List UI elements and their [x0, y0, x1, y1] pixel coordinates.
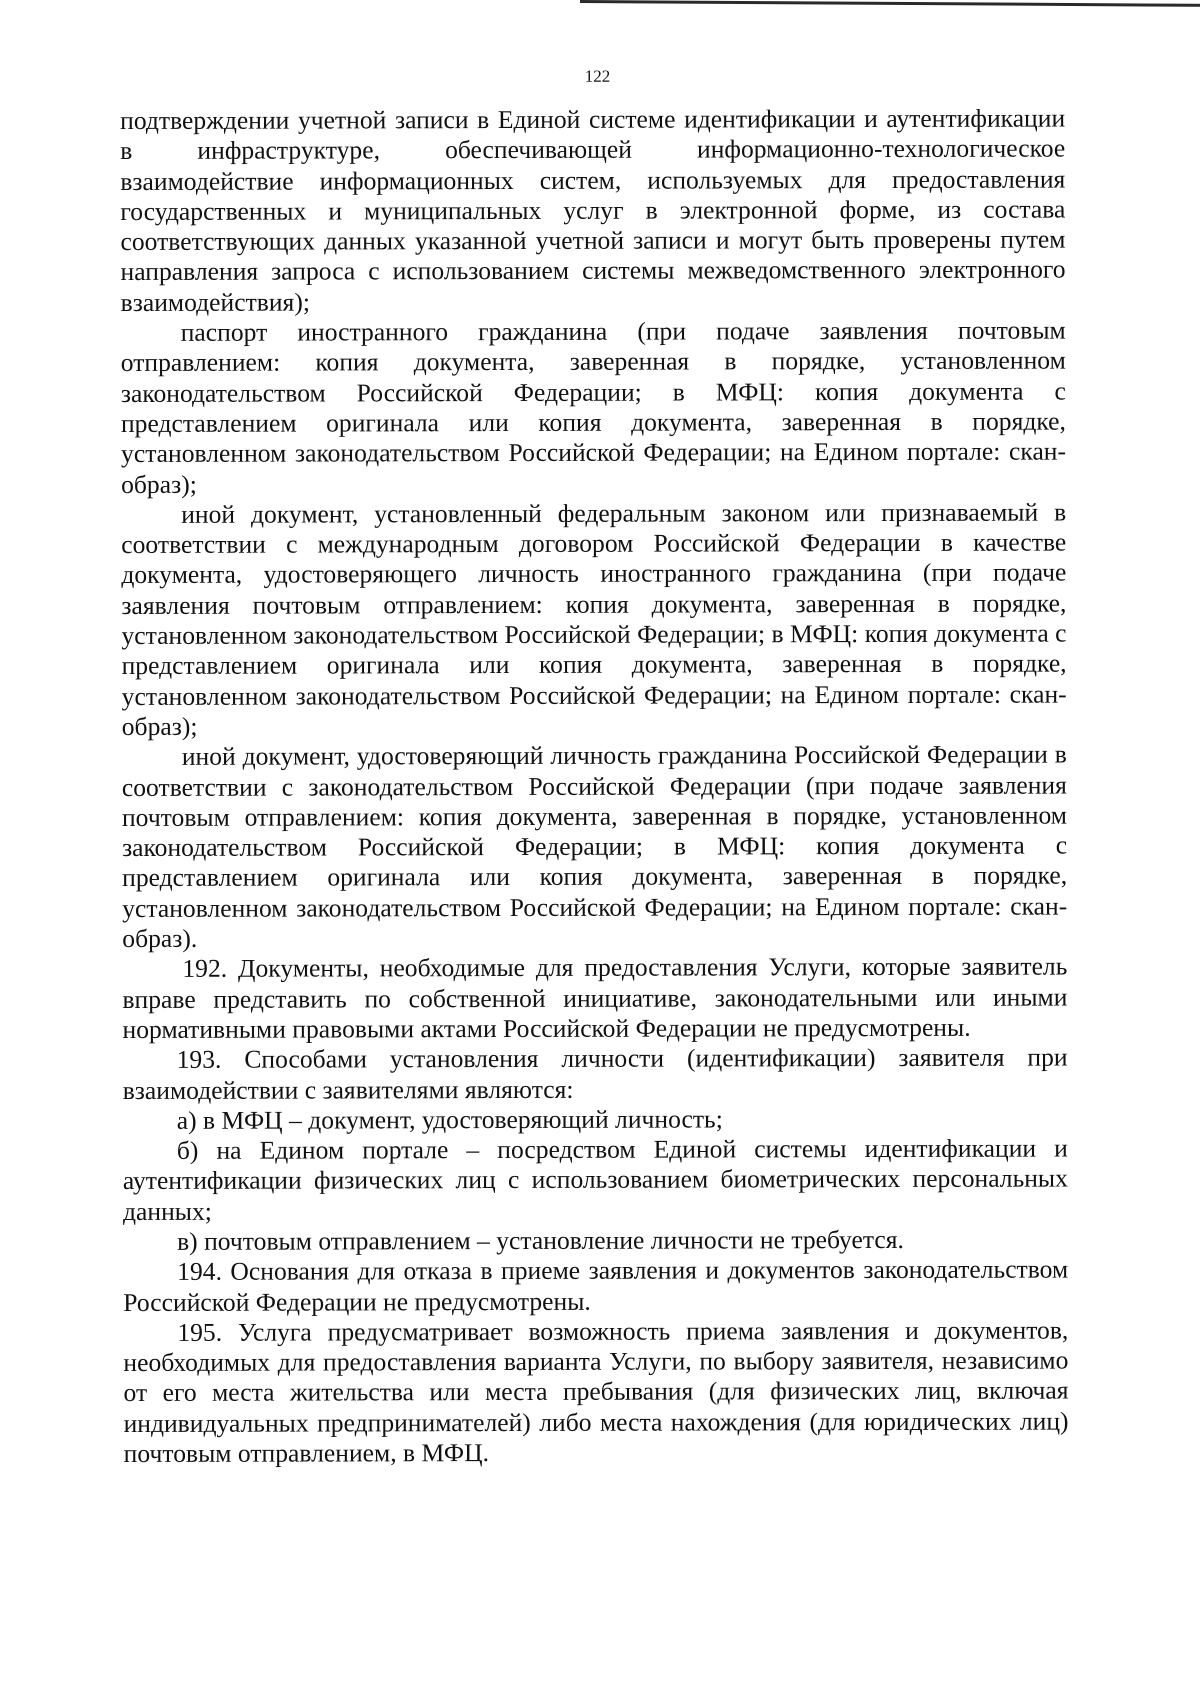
list-item-a: а) в МФЦ – документ, удостоверяющий личность;	[176, 1104, 723, 1135]
paragraph-195: 195. Услуга предусматривает возможность приема заявления и документов, необходимых для предоставления варианта Услуги, по выбору заявителя, независимо от его места жительства или места пребывания (для физических лиц, включая индивидуальных предпринимателей) либо места нахождения (для юридических лиц) почтовым отправлением, в МФЦ.	[123, 1315, 1069, 1469]
paragraph-continuation: подтверждении учетной записи в Единой системе идентификации и аутентификации в инфраструктуре, обеспечивающей информационно-технологическое взаимодействие информационных систем, используемых для предоставления государственных и муниципальных услуг в электронной форме, из состава соответствующих данных указанной учетной записи и могут быть проверены путем направления запроса с использованием системы межведомственного электронного взаимодействия);	[120, 103, 1066, 317]
paragraph-194: 194. Основания для отказа в приеме заявления и документов законодательством Российской Федерации не предусмотрены.	[123, 1254, 1069, 1317]
paragraph-other-document-foreign: иной документ, установленный федеральным законом или признаваемый в соответствии с международным договором Российской Федерации в качестве документа, удостоверяющего личность иностранного гражданина (при подаче заявления почтовым отправлением: копия документа, заверенная в порядке, установленном законодательством Российской Федерации; в МФЦ: копия документа с представлением оригинала или копия документа, заверенная в порядке, установленном законодательством Российской Федерации; на Едином портале: скан-образ);	[121, 497, 1067, 741]
paragraph-193: 193. Способами установления личности (идентификации) заявителя при взаимодействии с заявителями являются:	[122, 1042, 1068, 1105]
paragraph-other-document-citizen: иной документ, удостоверяющий личность гражданина Российской Федерации в соответствии с законодательством Российской Федерации (при подаче заявления почтовым отправлением: копия документа, заверенная в порядке, установленном законодательством Российской Федерации; в МФЦ: копия документа с представлением оригинала или копия документа, заверенная в порядке, установленном законодательством Российской Федерации; на Едином портале: скан-образ).	[121, 739, 1068, 954]
list-item-c: в) почтовым отправлением – установление личности не требуется.	[177, 1224, 904, 1256]
list-item-b: б) на Едином портале – посредством Единой системы идентификации и аутентификации физических лиц с использованием биометрических персональных данных;	[122, 1133, 1068, 1226]
document-page	[120, 66, 1069, 1470]
paragraph-passport: паспорт иностранного гражданина (при подаче заявления почтовым отправлением: копия документа, заверенная в порядке, установленном законодательством Российской Федерации; в МФЦ: копия документа с представлением оригинала или копия документа, заверенная в порядке, установленном законодательством Российской Федерации; на Едином портале: скан-образ);	[120, 315, 1067, 499]
scan-edge-line	[580, 0, 1200, 7]
page-number: 122	[584, 66, 611, 86]
paragraph-192: 192. Документы, необходимые для предоставления Услуги, которые заявитель вправе представить по собственной инициативе, законодательными или иными нормативными правовыми актами Российской Федерации не предусмотрены.	[122, 951, 1068, 1044]
